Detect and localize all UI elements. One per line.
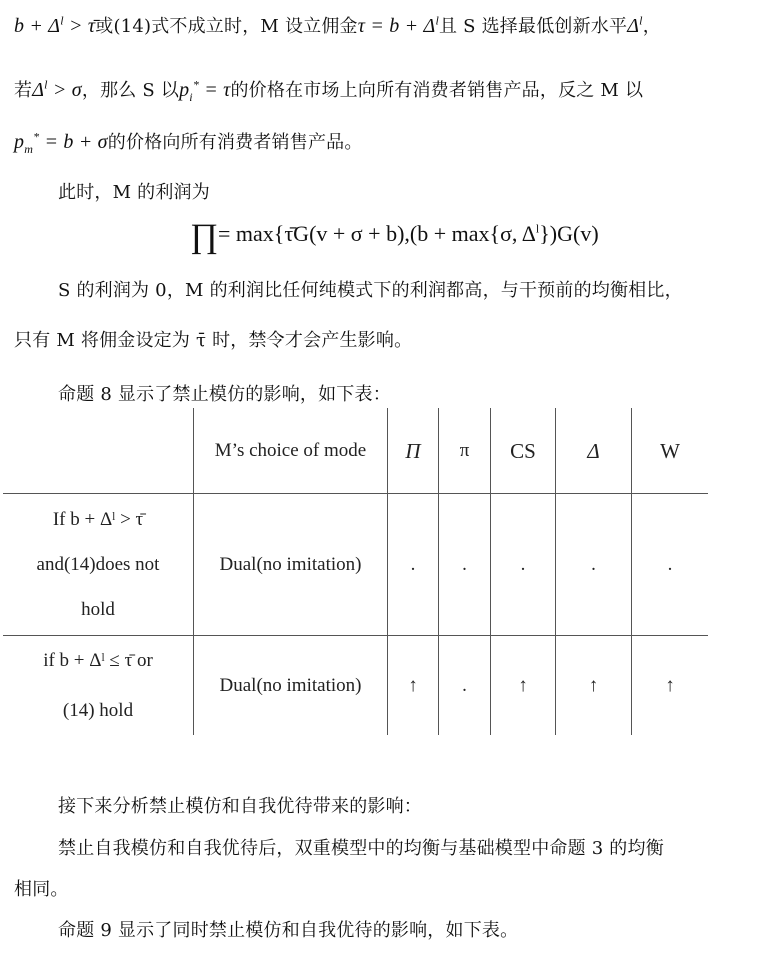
header-innovation: Δ [587,438,600,463]
math-delta: $\Delta^l > \sigma$ [32,77,82,101]
header-welfare: W [660,438,680,463]
text-line-3: $p_m^* = b + \sigma$的价格向所有消费者销售产品。 [14,129,363,156]
row-1-value: . [520,553,526,575]
row-2-value: . [462,675,467,696]
header-mode: M’s choice of mode [214,439,367,461]
math-delta: $\Delta^l$ [627,13,643,37]
product-symbol: ∏ [190,218,218,255]
row-1-value: . [462,553,467,575]
row-2-value: ↑ [408,675,418,696]
math-price-m: $p_m^* = b + \sigma$ [14,129,108,156]
row-1-value: . [591,553,596,575]
math-tau: $\tau = b + \Delta^l$ [357,13,440,37]
header-seller-profit: π [459,439,470,461]
paragraph-ban-result-line1: 禁止自我模仿和自我优待后，双重模型中的均衡与基础模型中命题 3 的均衡 [58,838,664,859]
text-line-2: 若$\Delta^l > \sigma$，那么 S 以$p_i^* = \tau$的价格在市场上向所有消费者销售产品，反之 M 以 [14,77,644,104]
header-manufacturer-profit: Π [405,438,421,463]
header-consumer-surplus: CS [510,438,536,463]
text-segment: 或(14)式不成立时，M 设立佣金 [95,16,358,37]
text-line-1: $b + \Delta^l$ > τ̄或(14)式不成立时，M 设立佣金$\tau = b + \Delta^l$且 S 选择最低创新水平$\Delta^l$， [14,13,661,37]
row-1-mode: Dual(no imitation) [219,553,362,575]
proposition-9-caption: 命题 9 显示了同时禁止模仿和自我优待的影响，如下表。 [58,920,519,941]
row-2-value: ↑ [518,675,528,696]
row-1-condition: If b + Δˡ > τ̄ and(14)does not hold [36,509,160,620]
paragraph-s-profit-line1: S 的利润为 0，M 的利润比任何纯模式下的利润都高，与干预前的均衡相比， [58,280,683,301]
row-2-value: ↑ [588,675,599,696]
profit-formula: ∏= max{τ̄G(v + σ + b),(b + max{σ, $\Delta^l\})G(v)$ [190,218,599,255]
paragraph-next-analysis: 接下来分析禁止模仿和自我优待带来的影响： [58,796,422,817]
row-2-mode: Dual(no imitation) [219,675,362,696]
row-2-value: ↑ [665,675,675,696]
proposition-8-caption: 命题 8 显示了禁止模仿的影响，如下表： [58,384,391,405]
row-1-value: . [667,553,673,575]
paragraph-profit-intro: 此时，M 的利润为 [58,182,210,203]
row-2-condition: if b + Δˡ ≤ τ̄ or (14) hold [43,650,153,721]
row-1-value: . [410,553,416,575]
math-price-i: $p_i^* = \tau$ [179,77,231,104]
math-condition: $b + \Delta^l$ > τ̄ [14,13,96,37]
paragraph-ban-result-line2: 相同。 [14,879,69,900]
text-segment: 且 S 选择最低创新水平 [439,16,628,37]
paragraph-s-profit-line2: 只有 M 将佣金设定为 τ̄ 时，禁令才会产生影响。 [14,330,413,351]
